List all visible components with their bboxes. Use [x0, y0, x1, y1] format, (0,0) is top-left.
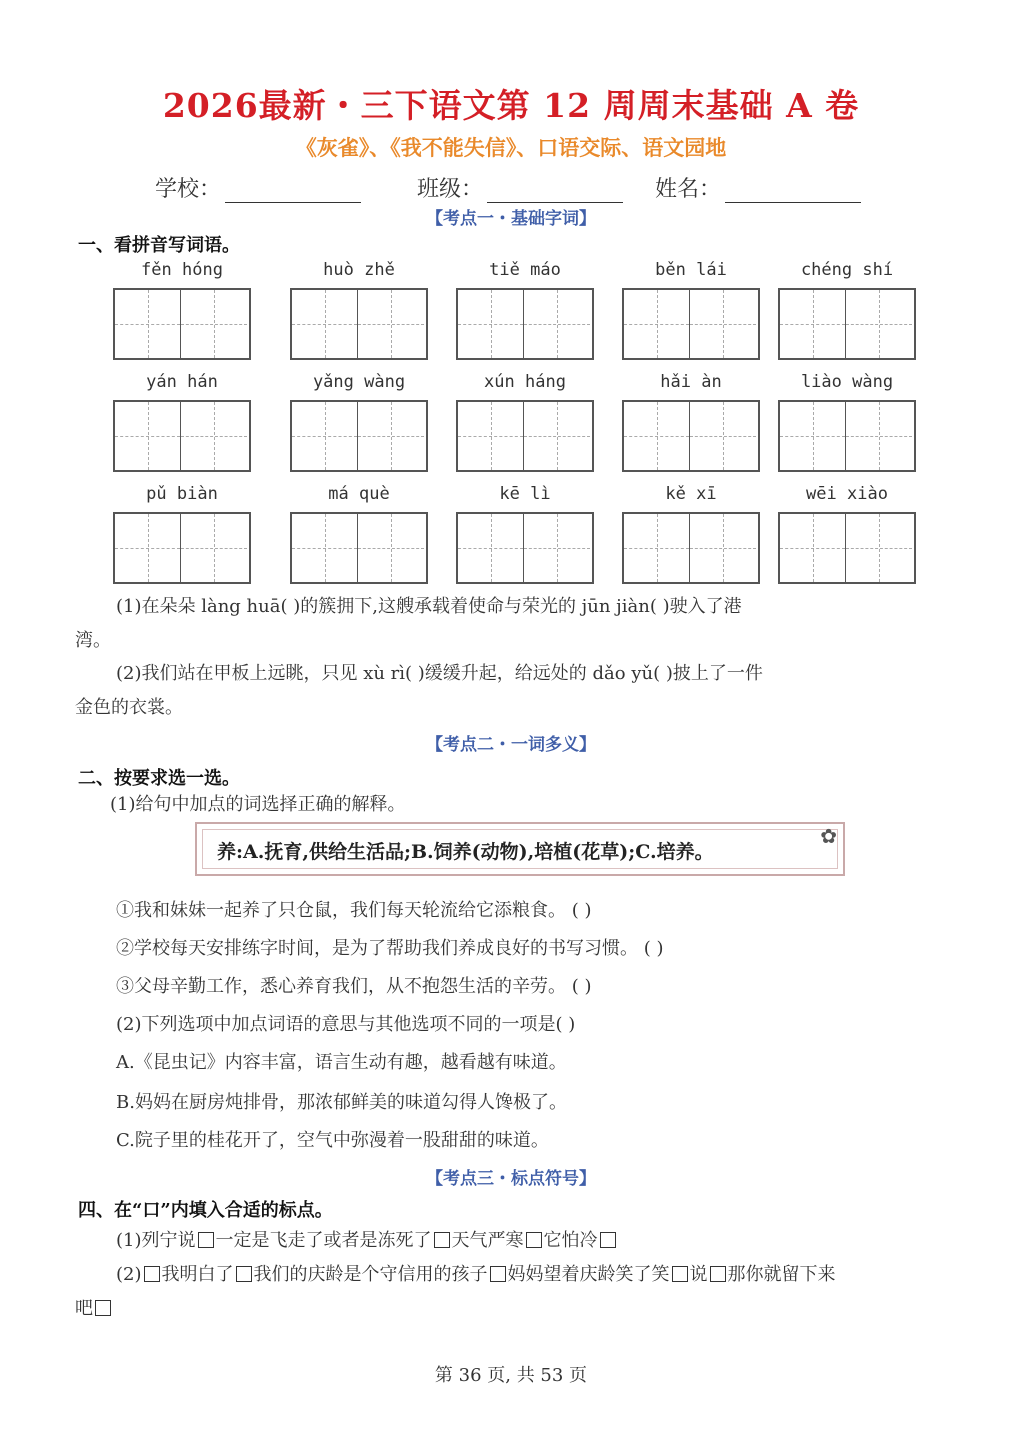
writing-cell[interactable]: [690, 514, 756, 582]
writing-cell[interactable]: [524, 290, 590, 358]
writing-cell[interactable]: [846, 514, 912, 582]
punct-box[interactable]: [490, 1266, 506, 1282]
q2-sub-2: (2)下列选项中加点词语的意思与其他选项不同的一项是( ): [116, 1014, 576, 1035]
name-label: 姓名：: [655, 177, 722, 202]
page-footer: 第 36 页, 共 53 页: [434, 1365, 588, 1386]
flower-icon: ✿: [820, 824, 837, 848]
name-field: [655, 172, 861, 203]
class-blank[interactable]: [487, 180, 623, 203]
writing-box-pair[interactable]: [290, 512, 428, 584]
q4-s1-part: 它怕冷: [543, 1230, 598, 1251]
q4-sentence-2-cont: [75, 1292, 113, 1326]
q2-item-3: ③父母辛勤工作，悉心养育我们，从不抱怨生活的辛劳。 ( ): [116, 976, 592, 997]
pinyin-label: kě xī: [665, 484, 717, 504]
punct-box[interactable]: [198, 1232, 214, 1248]
q4-s2-part: 那你就留下来: [727, 1264, 836, 1285]
q4-sentence-2: [116, 1258, 836, 1292]
pinyin-label: wēi xiào: [806, 484, 888, 504]
writing-cell[interactable]: [458, 290, 524, 358]
q4-s1-part: (1)列宁说: [116, 1230, 196, 1251]
q2-item-1: ①我和妹妹一起养了只仓鼠，我们每天轮流给它添粮食。 ( ): [116, 900, 592, 921]
q4-sentence-1: [116, 1224, 618, 1258]
writing-cell[interactable]: [690, 290, 756, 358]
writing-box-pair[interactable]: [456, 288, 594, 360]
pinyin-item: [290, 372, 428, 472]
writing-box-pair[interactable]: [290, 400, 428, 472]
pinyin-item: [622, 372, 760, 472]
pinyin-item: [778, 372, 916, 472]
writing-box-pair[interactable]: [778, 512, 916, 584]
writing-box-pair[interactable]: [113, 512, 251, 584]
q1-sentence-1: (1)在朵朵 làng huā( )的簇拥下,这艘承载着使命与荣光的 jūn jiàn( )驶入了港: [116, 596, 742, 617]
writing-cell[interactable]: [115, 402, 181, 470]
writing-cell[interactable]: [524, 402, 590, 470]
writing-cell[interactable]: [780, 402, 846, 470]
pinyin-label: yǎng wàng: [312, 372, 406, 392]
writing-cell[interactable]: [624, 290, 690, 358]
writing-box-pair[interactable]: [113, 400, 251, 472]
writing-box-pair[interactable]: [622, 288, 760, 360]
writing-cell[interactable]: [181, 402, 247, 470]
writing-cell[interactable]: [458, 514, 524, 582]
writing-box-pair[interactable]: [290, 288, 428, 360]
definition-box: [195, 822, 845, 876]
pinyin-item: [456, 260, 594, 360]
q4-s2b-text: 吧: [75, 1298, 93, 1319]
pinyin-label: tiě máo: [489, 260, 561, 280]
writing-cell[interactable]: [524, 514, 590, 582]
writing-cell[interactable]: [624, 402, 690, 470]
q1-sentence-1-cont: 湾。: [75, 630, 111, 651]
pinyin-label: má què: [328, 484, 390, 504]
pinyin-item: [113, 484, 251, 584]
definition-text: 养:A.抚育,供给生活品;B.饲养(动物),培植(花草);C.培养。: [217, 841, 714, 863]
pinyin-item: [113, 372, 251, 472]
q1-sentence-2-cont: 金色的衣裳。: [75, 697, 183, 718]
pinyin-label: yán hán: [146, 372, 218, 392]
pinyin-item: [113, 260, 251, 360]
q2-sub-1: (1)给句中加点的词选择正确的解释。: [110, 794, 406, 815]
writing-cell[interactable]: [181, 290, 247, 358]
writing-cell[interactable]: [780, 514, 846, 582]
pinyin-item: [456, 372, 594, 472]
q4-s2-part: 我们的庆龄是个守信用的孩子: [253, 1264, 488, 1285]
writing-box-pair[interactable]: [456, 400, 594, 472]
writing-box-pair[interactable]: [778, 400, 916, 472]
writing-cell[interactable]: [780, 290, 846, 358]
writing-box-pair[interactable]: [622, 400, 760, 472]
writing-cell[interactable]: [358, 402, 424, 470]
writing-cell[interactable]: [358, 290, 424, 358]
writing-cell[interactable]: [292, 402, 358, 470]
kaodian-1-heading: 【考点一・基础字词】: [426, 209, 596, 229]
punct-box[interactable]: [600, 1232, 616, 1248]
pinyin-label: pǔ biàn: [146, 484, 218, 504]
q4-s1-part: 天气严寒: [451, 1230, 524, 1251]
punct-box[interactable]: [672, 1266, 688, 1282]
q2-option-c: C.院子里的桂花开了，空气中弥漫着一股甜甜的味道。: [116, 1130, 549, 1151]
q4-s2-part: 说: [689, 1264, 708, 1285]
pinyin-label: chéng shí: [800, 260, 894, 280]
pinyin-item: [778, 260, 916, 360]
pinyin-item: [622, 260, 760, 360]
punct-box[interactable]: [434, 1232, 450, 1248]
writing-cell[interactable]: [115, 514, 181, 582]
q2-option-b: B.妈妈在厨房炖排骨，那浓郁鲜美的味道勾得人馋极了。: [116, 1092, 567, 1113]
school-label: 学校：: [155, 177, 222, 202]
kaodian-2-heading: 【考点二・一词多义】: [426, 735, 596, 755]
pinyin-item: [778, 484, 916, 584]
punct-box[interactable]: [526, 1232, 542, 1248]
question-2-title: 二、按要求选一选。: [78, 768, 240, 789]
name-blank[interactable]: [725, 180, 861, 203]
writing-box-pair[interactable]: [622, 512, 760, 584]
kaodian-3-heading: 【考点三・标点符号】: [426, 1169, 596, 1189]
question-1-title: 一、看拼音写词语。: [78, 235, 240, 256]
writing-cell[interactable]: [181, 514, 247, 582]
page-title: 2026最新・三下语文第 12 周周末基础 A 卷: [162, 86, 860, 125]
pinyin-label: huò zhě: [323, 260, 395, 280]
writing-cell[interactable]: [846, 290, 912, 358]
pinyin-item: [456, 484, 594, 584]
punct-box[interactable]: [95, 1300, 111, 1316]
pinyin-item: [290, 484, 428, 584]
writing-cell[interactable]: [115, 290, 181, 358]
writing-cell[interactable]: [846, 402, 912, 470]
pinyin-label: hǎi àn: [660, 372, 722, 392]
writing-cell[interactable]: [292, 290, 358, 358]
writing-cell[interactable]: [690, 402, 756, 470]
question-4-title: 四、在“口”内填入合适的标点。: [78, 1200, 333, 1221]
q2-item-2: ②学校每天安排练字时间，是为了帮助我们养成良好的书写习惯。 ( ): [116, 938, 664, 959]
punct-box[interactable]: [144, 1266, 160, 1282]
pinyin-label: liào wàng: [800, 372, 894, 392]
class-label: 班级：: [417, 177, 484, 202]
q4-s2-part: (2): [116, 1264, 142, 1285]
school-field: [155, 172, 361, 203]
pinyin-label: kē lì: [499, 484, 551, 504]
writing-box-pair[interactable]: [778, 288, 916, 360]
pinyin-label: xún háng: [484, 372, 566, 392]
school-blank[interactable]: [225, 180, 361, 203]
q4-s2-part: 我明白了: [161, 1264, 234, 1285]
writing-cell[interactable]: [292, 514, 358, 582]
pinyin-label: běn lái: [655, 260, 727, 280]
writing-box-pair[interactable]: [113, 288, 251, 360]
writing-box-pair[interactable]: [456, 512, 594, 584]
writing-cell[interactable]: [624, 514, 690, 582]
punct-box[interactable]: [710, 1266, 726, 1282]
pinyin-item: [290, 260, 428, 360]
punct-box[interactable]: [236, 1266, 252, 1282]
q2-option-a: A.《昆虫记》内容丰富，语言生动有趣，越看越有味道。: [116, 1052, 567, 1073]
writing-cell[interactable]: [358, 514, 424, 582]
pinyin-label: fěn hóng: [141, 260, 223, 280]
q1-sentence-2: (2)我们站在甲板上远眺，只见 xù rì( )缓缓升起，给远处的 dǎo yǔ( )披上了一件: [116, 663, 763, 684]
pinyin-item: [622, 484, 760, 584]
page-subtitle: 《灰雀》、《我不能失信》、口语交际、语文园地: [295, 135, 727, 160]
q4-s2-part: 妈妈望着庆龄笑了笑: [507, 1264, 670, 1285]
writing-cell[interactable]: [458, 402, 524, 470]
q4-s1-part: 一定是飞走了或者是冻死了: [215, 1230, 432, 1251]
class-field: [417, 172, 623, 203]
